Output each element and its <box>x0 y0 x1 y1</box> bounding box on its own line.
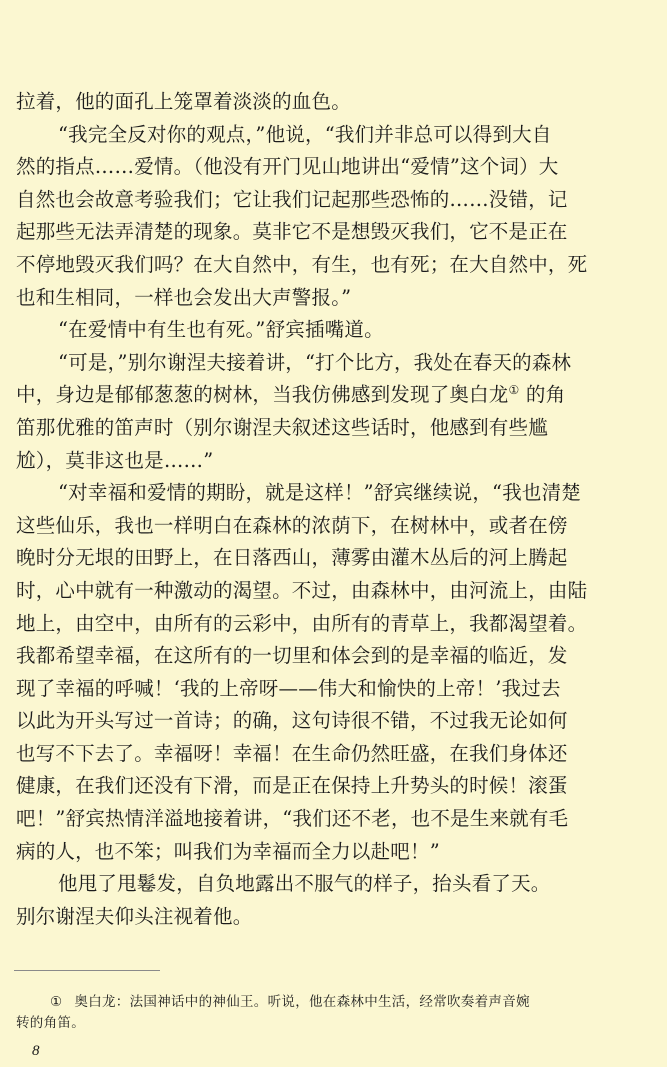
text-line-content: 现了幸福的呼喊！‘我的上帝呀——伟大和愉快的上帝！’我过去 <box>16 676 561 700</box>
footnote-line-2: 转的角笛。 <box>16 1015 85 1031</box>
text-line-content: 时，心中就有一种激动的渴望。不过，由森林中，由河流上，由陆 <box>16 578 588 602</box>
text-line-content: “我完全反对你的观点，”他说，“我们并非总可以得到大自 <box>58 122 552 146</box>
text-line-content: “对幸福和爱情的期盼，就是这样！”舒宾继续说，“我也清楚 <box>58 481 582 505</box>
text-line <box>16 868 606 901</box>
text-line-content: 病的人，也不笨；叫我们为幸福而全力以赴吧！” <box>16 839 440 863</box>
text-line <box>16 803 606 836</box>
footnote-text-1: 奥白龙：法国神话中的神仙王。听说，他在森林中生活，经常吹奏着声音婉 <box>74 994 530 1010</box>
text-line-content: 晚时分无垠的田野上，在日落西山，薄雾由灌木丛后的河上腾起 <box>16 546 568 570</box>
text-line <box>16 184 606 217</box>
text-line-content: 拉着，他的面孔上笼罩着淡淡的血色。 <box>16 90 351 113</box>
text-line-content: 不停地毁灭我们吗？在大自然中，有生，也有死；在大自然中，死 <box>16 252 588 276</box>
text-line <box>16 738 606 771</box>
text-line <box>16 445 606 478</box>
text-line-content: 也写不下去了。幸福呀！幸福！在生命仍然旺盛，在我们身体还 <box>16 741 568 765</box>
text-line <box>16 673 606 706</box>
text-line-continuation: 的角 <box>519 383 566 407</box>
text-line <box>16 542 606 575</box>
text-line <box>16 314 606 347</box>
text-line <box>16 640 606 673</box>
text-line-content: 他甩了甩鬈发，自负地露出不服气的样子，抬头看了天。 <box>58 872 551 896</box>
text-line-content: 我都希望幸福，在这所有的一切里和体会到的是幸福的临近，发 <box>16 644 568 668</box>
body-text <box>16 86 606 933</box>
text-line <box>16 412 606 445</box>
text-line <box>16 282 606 315</box>
text-line <box>16 510 606 543</box>
text-line <box>16 575 606 608</box>
text-line <box>16 119 606 152</box>
text-line-content: 中，身边是郁郁葱葱的树林，当我仿佛感到发现了奥白龙 <box>16 383 509 407</box>
text-line <box>16 151 606 184</box>
text-line <box>16 477 606 510</box>
text-line <box>16 249 606 282</box>
text-line <box>16 705 606 738</box>
text-line <box>16 216 606 249</box>
text-line-content: 自然也会故意考验我们；它让我们记起那些恐怖的……没错，记 <box>16 187 568 211</box>
footnote <box>16 992 616 1034</box>
footnote-line-1 <box>16 992 616 1013</box>
text-line-content: “在爱情中有生也有死。”舒宾插嘴道。 <box>58 318 384 342</box>
text-line-content: “可是，”别尔谢涅夫接着讲，“打个比方，我处在春天的森林 <box>58 350 572 374</box>
text-line-content: 这些仙乐，我也一样明白在森林的浓荫下，在树林中，或者在傍 <box>16 513 568 537</box>
text-line <box>16 770 606 803</box>
page-number: 8 <box>32 1043 40 1059</box>
text-line-content: 起那些无法弄清楚的现象。莫非它不是想毁灭我们，它不是正在 <box>16 220 568 244</box>
text-line-content: 尬），莫非这也是……” <box>16 448 214 472</box>
text-line <box>16 86 606 119</box>
footnote-reference[interactable]: ① <box>508 383 520 398</box>
text-line-content: 别尔谢涅夫仰头注视着他。 <box>16 904 253 928</box>
text-line-content: 吧！”舒宾热情洋溢地接着讲，“我们还不老，也不是生来就有毛 <box>16 807 569 831</box>
text-line-content: 地上，由空中，由所有的云彩中，由所有的青草上，我都渴望着。 <box>16 611 588 635</box>
text-line <box>16 901 606 934</box>
text-line-content: 健康，在我们还没有下滑，而是正在保持上升势头的时候！滚蛋 <box>16 774 568 798</box>
footnote-marker: ① <box>50 994 63 1010</box>
text-line-content: 笛那优雅的笛声时（别尔谢涅夫叙述这些话时，他感到有些尴 <box>16 415 548 439</box>
text-line <box>16 379 606 412</box>
text-line-content: 也和生相同，一样也会发出大声警报。” <box>16 285 352 309</box>
footnote-divider <box>14 970 160 971</box>
text-line-content: 以此为开头写过一首诗；的确，这句诗很不错，不过我无论如何 <box>16 709 568 733</box>
text-line-content: 然的指点……爱情。（他没有开门见山地讲出“爱情”这个词）大 <box>16 155 559 179</box>
text-line <box>16 836 606 869</box>
text-line <box>16 347 606 380</box>
text-line <box>16 608 606 641</box>
